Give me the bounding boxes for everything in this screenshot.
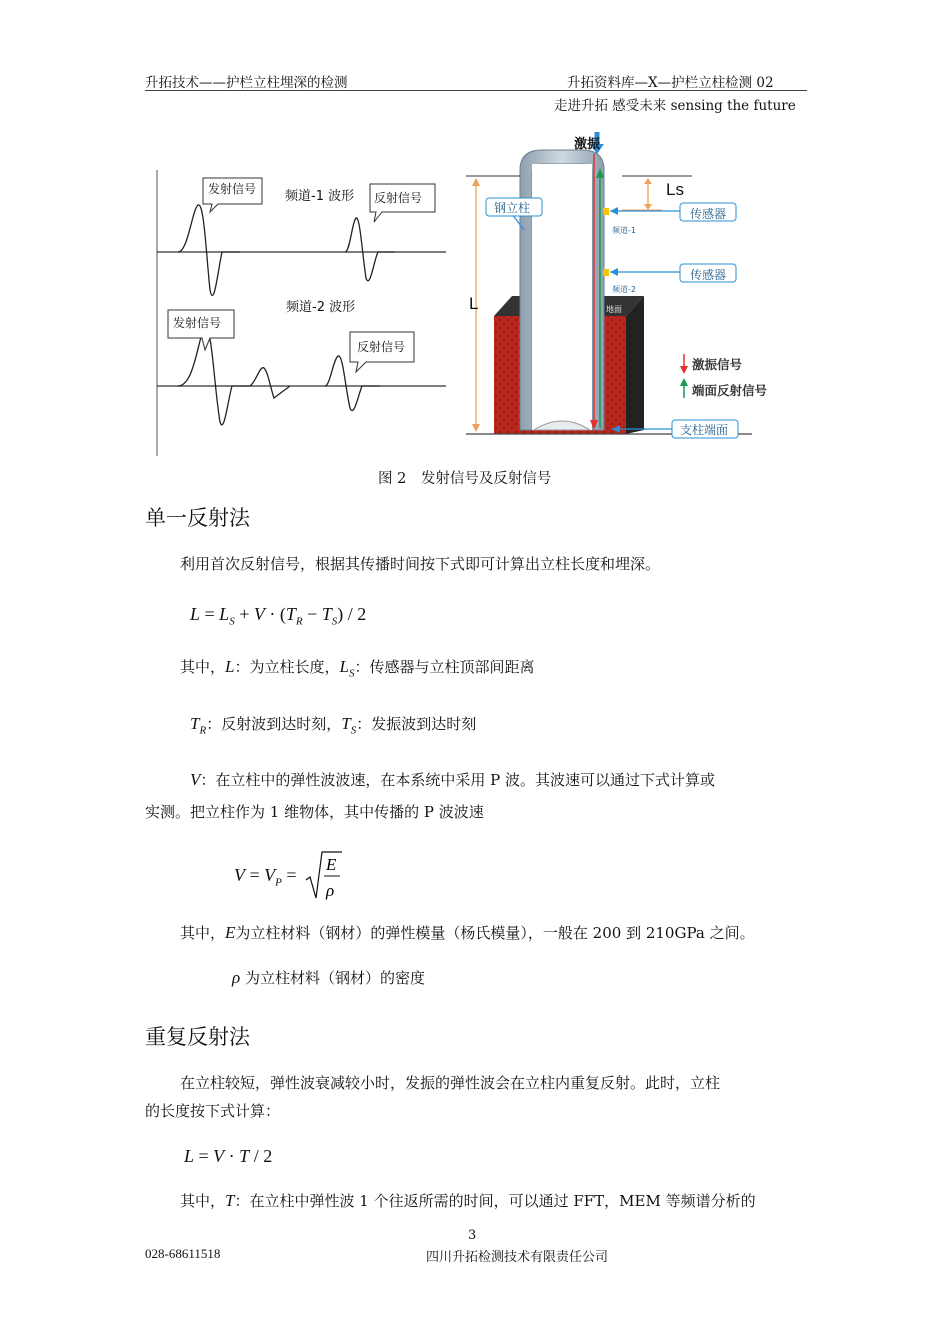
ch2-label: 频道-2 xyxy=(612,285,636,294)
ch1-label: 频道-1 xyxy=(612,226,636,235)
reflect-label-2: 反射信号 xyxy=(357,340,406,354)
l-label: L xyxy=(469,294,479,313)
section2-p1: 在立柱较短，弹性波衰减较小时，发振的弹性波会在立柱内重复反射。此时，立柱 xyxy=(180,1074,721,1092)
figure-caption: 图 2 发射信号及反射信号 xyxy=(378,471,552,487)
header-rule xyxy=(145,90,807,91)
channel1-title: 频道-1 波形 xyxy=(285,189,355,204)
section1-p4b: 实测。把立柱作为 1 维物体，其中传播的 P 波波速 xyxy=(145,803,484,821)
footer-phone: 028-68611518 xyxy=(145,1246,221,1261)
emit-label-2: 发射信号 xyxy=(173,316,222,330)
section1-p4: V：在立柱中的弹性波波速，在本系统中采用 P 波。其波速可以通过下式计算或 xyxy=(190,770,716,789)
steel-post-label: 钢立柱 xyxy=(494,201,531,215)
ground-label: 地面 xyxy=(606,305,622,314)
channel2-title: 频道-2 波形 xyxy=(286,300,356,315)
legend-excite: 激振信号 xyxy=(692,357,743,372)
formula3: L = V · T / 2 xyxy=(184,1146,273,1166)
section1-p2: 其中，L：为立柱长度，$L_S$：传感器与立柱顶部间距离 xyxy=(180,657,535,680)
header-slogan: 走进升拓 感受未来 sensing the future xyxy=(554,98,796,114)
svg-text:E: E xyxy=(326,855,337,874)
header-right: 升拓资料库—X—护栏立柱检测 02 xyxy=(567,75,774,91)
sensor-label-2: 传感器 xyxy=(690,268,727,282)
post-end-label: 支柱端面 xyxy=(680,423,729,437)
section1-p1: 利用首次反射信号，根据其传播时间按下式即可计算出立柱长度和埋深。 xyxy=(180,555,661,573)
legend-reflect: 端面反射信号 xyxy=(692,383,768,398)
section1-p3: $T_R$：反射波到达时刻，$T_S$：发振波到达时刻 xyxy=(190,714,477,737)
page-number: 3 xyxy=(468,1228,477,1243)
svg-text:ρ: ρ xyxy=(326,881,335,900)
sensor-label-1: 传感器 xyxy=(690,207,727,221)
reflect-label-1: 反射信号 xyxy=(374,191,423,205)
excite-label: 激振 xyxy=(574,137,601,152)
section2-title: 重复反射法 xyxy=(145,1025,250,1049)
ls-label: Ls xyxy=(666,180,684,199)
footer-company: 四川升拓检测技术有限责任公司 xyxy=(426,1250,609,1265)
section1-title: 单一反射法 xyxy=(145,506,250,530)
section2-p2: 其中，T：在立柱中弹性波 1 个往返所需的时间，可以通过 FFT，MEM 等频谱分析的 xyxy=(180,1191,756,1210)
section1-p6: ρ 为立柱材料（钢材）的密度 xyxy=(232,968,425,987)
header-left: 升拓技术——护栏立柱埋深的检测 xyxy=(145,75,348,91)
section1-p5: 其中，E为立柱材料（钢材）的弹性模量（杨氏模量），一般在 200 到 210GPa 之间。 xyxy=(180,923,755,942)
emit-label-1: 发射信号 xyxy=(208,182,257,196)
formula1: $L = L_S + V \cdot (T_R - T_S) / 2$ xyxy=(190,604,367,628)
section2-p1b: 的长度按下式计算： xyxy=(145,1102,281,1120)
